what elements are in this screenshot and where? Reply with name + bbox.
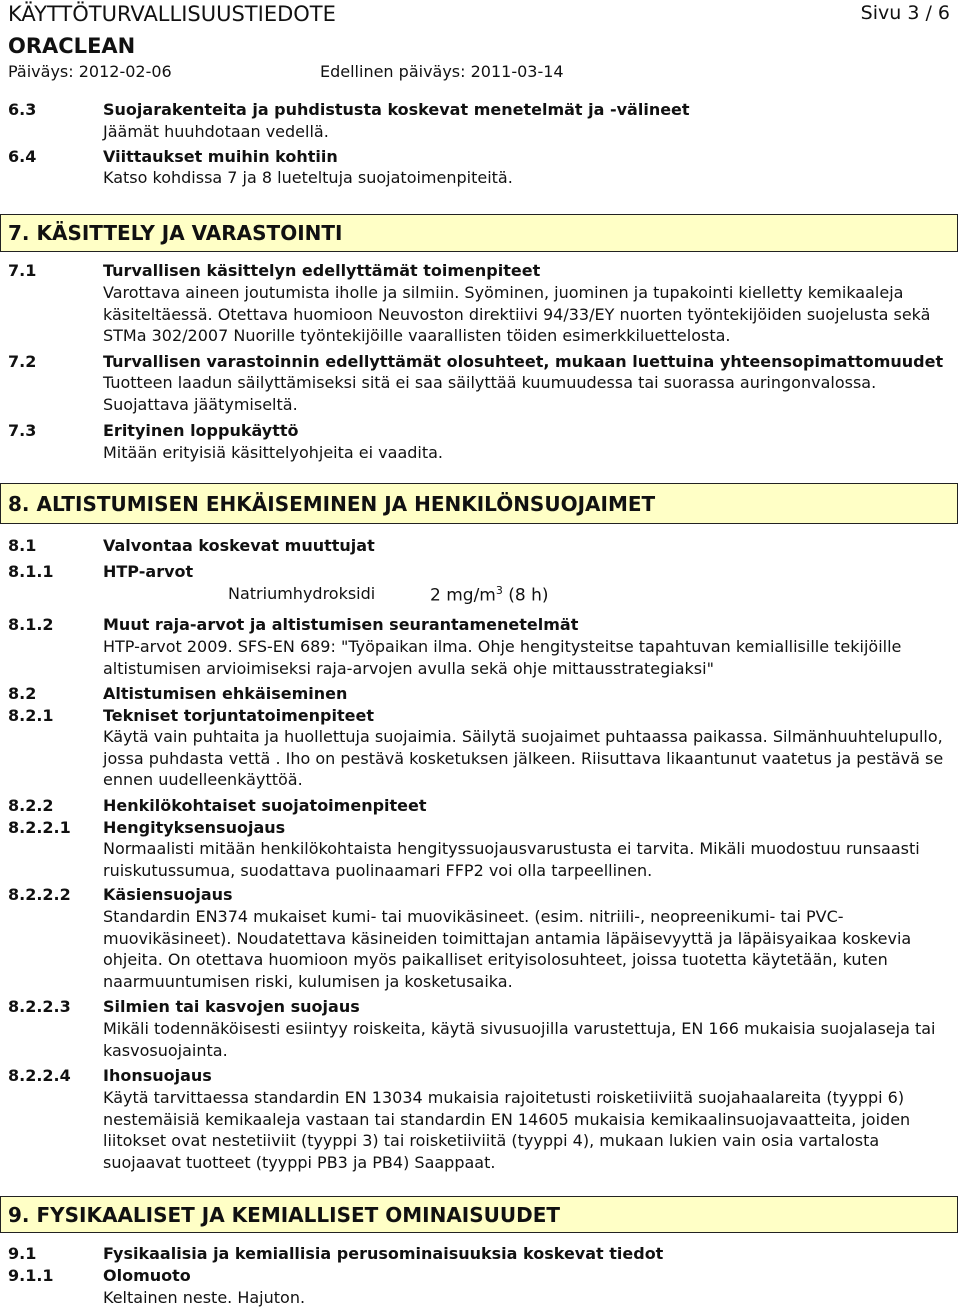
section-number: 7.2 [8,352,37,371]
subsection-heading: Viittaukset muihin kohtiin [103,147,338,166]
subsection-heading: Suojarakenteita ja puhdistusta koskevat menetelmät ja -välineet [103,100,690,119]
subsection-text: Katso kohdissa 7 ja 8 lueteltuja suojatoimenpiteitä. [103,168,513,187]
section-8-heading: 8. ALTISTUMISEN EHKÄISEMINEN JA HENKILÖNSUOJAIMET [0,483,958,524]
page-number: Sivu 3 / 6 [860,2,950,24]
subsection-heading: Hengityksensuojaus [103,818,286,837]
subsection-heading: Ihonsuojaus [103,1066,212,1085]
section-number: 8.2.2.4 [8,1066,71,1085]
section-number: 9.1.1 [8,1266,54,1285]
subsection-heading: Muut raja-arvot ja altistumisen seurantamenetelmät [103,615,579,634]
company-name: ORACLEAN [8,34,136,58]
subsection-text: Varottava aineen joutumista iholle ja silmiin. Syöminen, juominen ja tupakointi kielletty kemikaaleja käsiteltäessä. Otettava huomioon Neuvoston direktiivi 94/33/EY nuorten työntekijöiden suojelusta sekä STMa 302/2007 Nuorille työntekijöille vaarallisten töiden esimerkkiluettelosta. [103,283,931,345]
subsection-heading: Valvontaa koskevat muuttujat [103,536,375,555]
subsection-heading: Käsiensuojaus [103,885,233,904]
subsection-heading: Turvallisen käsittelyn edellyttämät toimenpiteet [103,261,541,280]
section-number: 8.2.2 [8,796,54,815]
subsection-text: Mitään erityisiä käsittelyohjeita ei vaadita. [103,443,444,462]
section-9-heading: 9. FYSIKAALISET JA KEMIALLISET OMINAISUUDET [0,1196,958,1233]
subsection-text: Keltainen neste. Hajuton. [103,1288,306,1307]
subsection-heading: Fysikaalisia ja kemiallisia perusominaisuuksia koskevat tiedot [103,1244,664,1263]
subsection-heading: Erityinen loppukäyttö [103,421,299,440]
section-number: 7.3 [8,421,37,440]
section-number: 8.1 [8,536,37,555]
subsection-text: HTP-arvot 2009. SFS-EN 689: "Työpaikan ilma. Ohje hengitysteitse tapahtuvan kemiallisille tekijöille altistumisen arvioimiseksi raja-arvojen avulla sekä ohje mittausstrategiaksi" [103,637,902,678]
section-number: 8.1.2 [8,615,54,634]
subsection-heading: Henkilökohtaiset suojatoimenpiteet [103,796,427,815]
section-number: 8.2.1 [8,706,54,725]
section-number: 9.1 [8,1244,37,1263]
subsection-heading: Turvallisen varastoinnin edellyttämät olosuhteet, mukaan luettuina yhteensopimattomuudet [103,352,944,371]
subsection-text: Käytä vain puhtaita ja huollettuja suojaimia. Säilytä suojaimet puhtaassa paikassa. Silmänhuuhtelupullo, jossa puhdasta vettä . Iho on pestävä kosketuksen jälkeen. Riisuttava likaantunut vaatetus ja pestävä se ennen uudelleenkäyttöä. [103,727,944,789]
subsection-text: Normaalisti mitään henkilökohtaista hengityssuojausvarustusta ei tarvita. Mikäli muodostuu runsaasti ruiskutussumua, suodattava puolinaamari FFP2 voi olla tarpeellinen. [103,839,920,880]
section-number: 7.1 [8,261,37,280]
section-7-heading: 7. KÄSITTELY JA VARASTOINTI [0,214,958,252]
section-number: 8.2.2.1 [8,818,71,837]
section-number: 8.2.2.2 [8,885,71,904]
subsection-heading: Tekniset torjuntatoimenpiteet [103,706,374,725]
subsection-text: Tuotteen laadun säilyttämiseksi sitä ei saa säilyttää kuumuudessa tai suorassa auringonvalossa. Suojattava jäätymiseltä. [103,373,877,414]
subsection-text: Standardin EN374 mukaiset kumi- tai muovikäsineet. (esim. nitriili-, neopreenikumi- tai PVC-muovikäsineet). Noudatettava käsineiden toimittajan antamia läpäisevyyttä ja läpäisyaikaa koskevia ohjeita. On otettava huomioon myös paikalliset erityisolosuhteet, joissa tuotetta käytetään, kuten naarmuuntumisen riski, kulumisen ja kosketusaika. [103,907,912,991]
section-number: 8.2 [8,684,37,703]
previous-date: Edellinen päiväys: 2011-03-14 [320,62,564,81]
document-title: KÄYTTÖTURVALLISUUSTIEDOTE [8,2,336,26]
subsection-text: Käytä tarvittaessa standardin EN 13034 mukaisia rajoitetusti roisketiiviitä suojahaalareita (tyyppi 6) nestemäisiä kemikaaleja vastaan tai standardin EN 14605 mukaisia kemikaalinsuojavaatteita, joiden liitokset ovat nestetiiviit (tyyppi 3) tai roisketiiviitä (tyyppi 4), mukaan lukien vain osia vartalosta suojaavat tuotteet (tyyppi PB3 ja PB4) Saappaat. [103,1088,911,1172]
section-number: 8.1.1 [8,562,54,581]
subsection-heading: Olomuoto [103,1266,191,1285]
subsection-text: Jäämät huuhdotaan vedellä. [103,122,329,141]
subsection-heading: Altistumisen ehkäiseminen [103,684,348,703]
subsection-heading: Silmien tai kasvojen suojaus [103,997,360,1016]
substance-name: Natriumhydroksidi [228,584,376,603]
section-number: 6.4 [8,147,37,166]
subsection-heading: HTP-arvot [103,562,194,581]
subsection-text: Mikäli todennäköisesti esiintyy roiskeita, käytä sivusuojilla varustettuja, EN 166 mukaisia suojalaseja tai kasvosuojainta. [103,1019,936,1060]
exposure-limit-value: 2 $mg/m^3$ (8 h) [430,584,549,606]
section-number: 6.3 [8,100,37,119]
issue-date: Päiväys: 2012-02-06 [8,62,172,81]
section-number: 8.2.2.3 [8,997,71,1016]
